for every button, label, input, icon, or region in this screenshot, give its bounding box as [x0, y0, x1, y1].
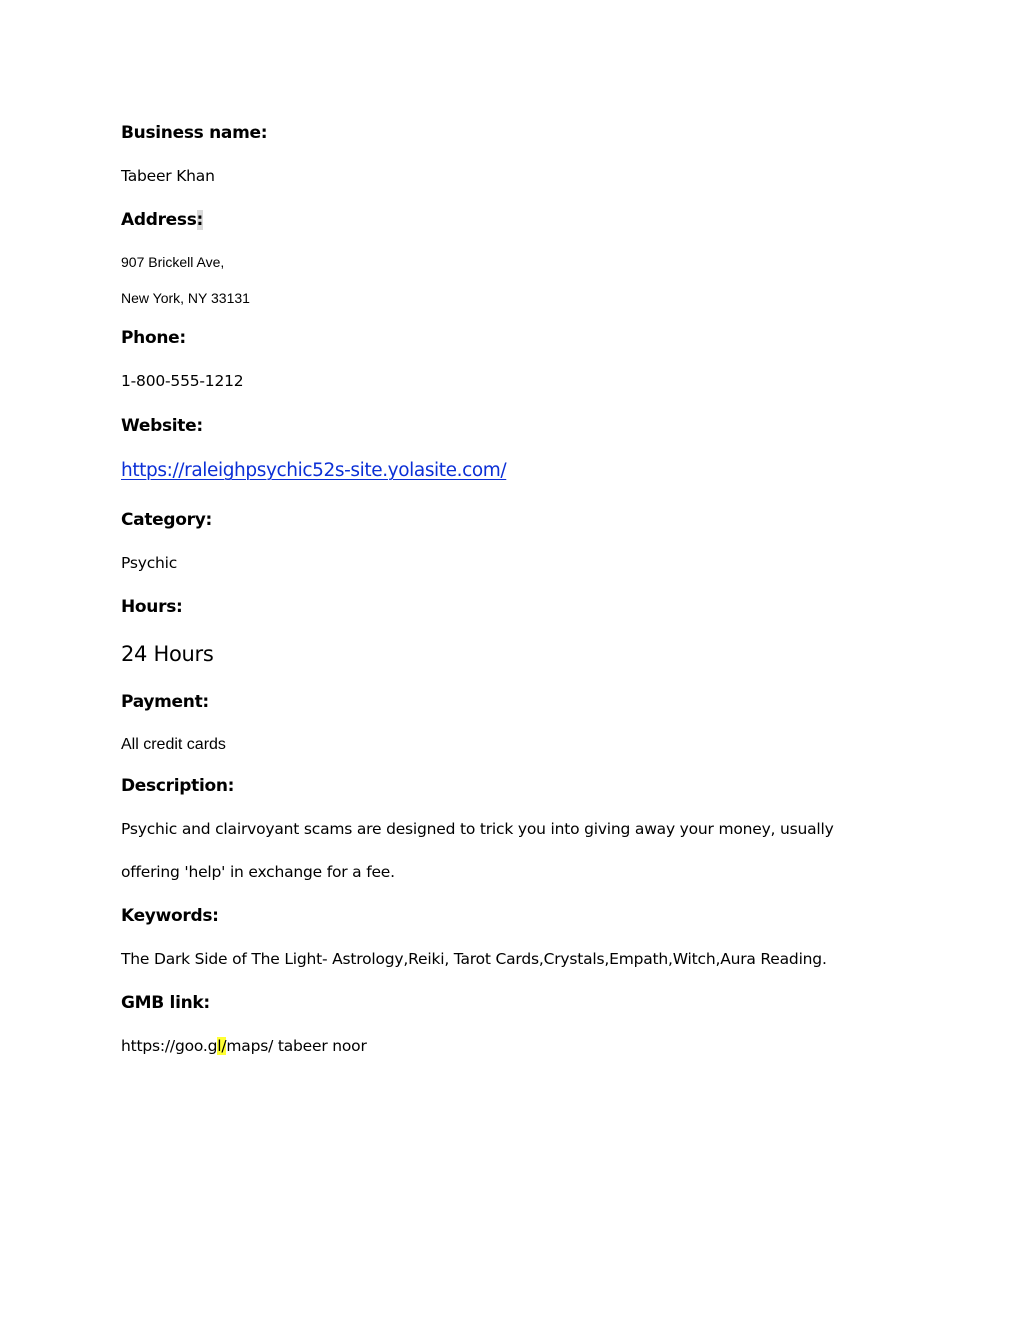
gmb-link-part2: maps/ tabeer noor	[226, 1037, 367, 1055]
gmb-link-value	[121, 1039, 367, 1055]
category-value: Psychic	[121, 554, 178, 572]
address-line2: New York, NY 33131	[121, 290, 250, 306]
address-label-colon: :	[196, 210, 204, 230]
category-label: Category:	[121, 510, 213, 530]
website-link[interactable]: https://raleighpsychic52s-site.yolasite.com/	[121, 460, 507, 481]
payment-label: Payment:	[121, 692, 209, 712]
business-name-value: Tabeer Khan	[121, 167, 215, 185]
address-label	[121, 212, 203, 229]
gmb-link-highlight: l/	[217, 1037, 227, 1055]
keywords-value: The Dark Side of The Light- Astrology,Reiki, Tarot Cards,Crystals,Empath,Witch,Aura Reading.	[121, 950, 827, 968]
description-line2: offering 'help' in exchange for a fee.	[121, 863, 395, 881]
website-label: Website:	[121, 416, 203, 436]
description-line1: Psychic and clairvoyant scams are designed to trick you into giving away your money, usually	[121, 820, 834, 838]
hours-label: Hours:	[121, 597, 183, 617]
hours-value: 24 Hours	[121, 642, 214, 666]
business-name-label: Business name:	[121, 123, 268, 143]
gmb-link-label: GMB link:	[121, 993, 210, 1013]
phone-value: 1-800-555-1212	[121, 372, 244, 390]
description-label: Description:	[121, 776, 235, 796]
keywords-label: Keywords:	[121, 906, 219, 926]
gmb-link-part1: https://goo.g	[121, 1037, 218, 1055]
address-label-text: Address	[121, 210, 197, 230]
address-line1: 907 Brickell Ave,	[121, 254, 225, 270]
payment-value: All credit cards	[121, 736, 226, 753]
phone-label: Phone:	[121, 328, 186, 348]
